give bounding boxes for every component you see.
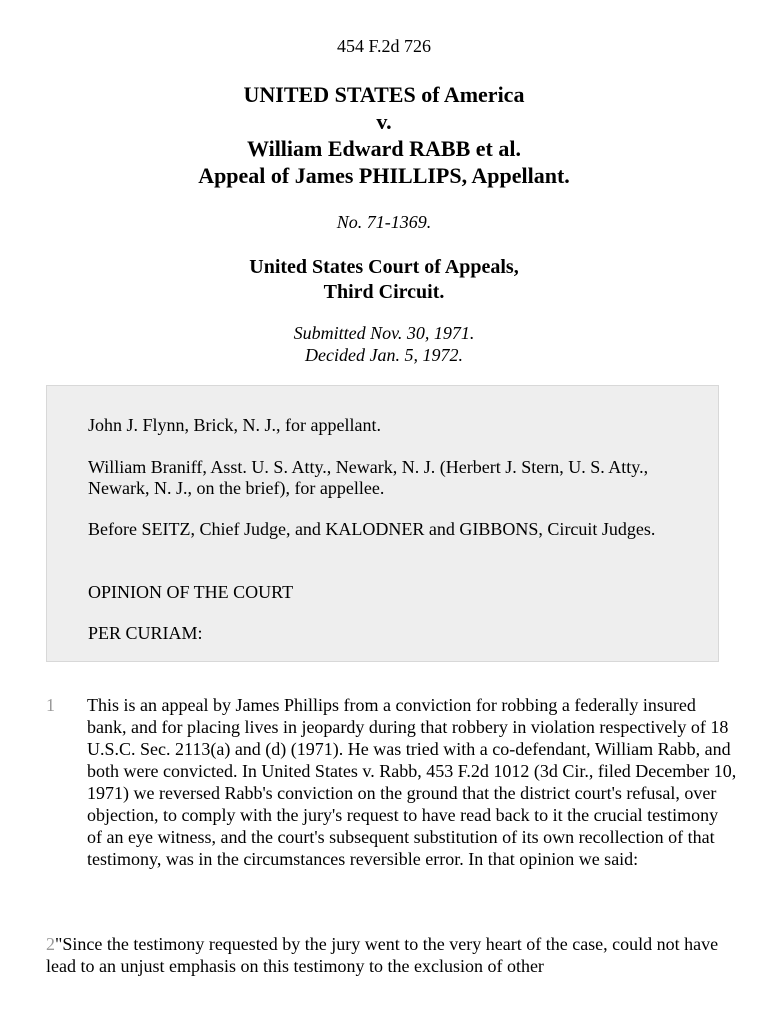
paragraph-number: 1 [46,695,55,715]
paragraph-text: This is an appeal by James Phillips from a conviction for robbing a federally insured bank, and for placing lives in jeopardy during that robbery in violation respectively of 18 U.S.C. Sec. 2113(a) and (d) (1971). He was tried with a co-defendant, William Rabb, and both were convicted. In United States v. Rabb, 453 F.2d 1012 (3d Cir., filed December 10, 1971) we reversed Rabb's conviction on the ground that the district court's refusal, over objection, to comply with the jury's request to have read back to it the crucial testimony of an eye witness, and the court's subsequent substitution of its own recollection of that testimony, was in the circumstances reversible error. In that opinion we said: [87,695,737,869]
title-line-plaintiff: UNITED STATES of America [243,82,525,107]
case-citation: 454 F.2d 726 [336,36,432,56]
quote-paragraph-number: 2 [46,934,55,954]
case-title [0,81,768,189]
quote-text: "Since the testimony requested by the jury went to the very heart of the case, could not have lead to an unjust emphasis on this testimony to the exclusion of other [46,934,719,976]
counsel-box [46,385,719,662]
decided-date: Decided Jan. 5, 1972. [305,345,463,365]
court-name-line1: United States Court of Appeals, [249,256,519,278]
docket-number: No. 71-1369. [336,212,432,232]
counsel-appellant: John J. Flynn, Brick, N. J., for appellant. [88,415,381,435]
submitted-date: Submitted Nov. 30, 1971. [293,323,475,343]
court-name-line2: Third Circuit. [323,281,445,303]
per-curiam: PER CURIAM: [88,623,203,643]
case-dates [0,322,768,366]
title-line-appeal: Appeal of James PHILLIPS, Appellant. [198,163,570,188]
counsel-appellee: William Braniff, Asst. U. S. Atty., Newark, N. J. (Herbert J. Stern, U. S. Atty., Newark, N. J., on the brief), for appellee. [88,457,649,498]
court-name [0,255,768,305]
judges-line: Before SEITZ, Chief Judge, and KALODNER and GIBBONS, Circuit Judges. [88,519,656,539]
quoted-paragraph [46,933,736,977]
title-line-versus: v. [376,109,392,134]
title-line-defendant: William Edward RABB et al. [246,136,521,161]
opinion-heading: OPINION OF THE COURT [88,582,294,602]
